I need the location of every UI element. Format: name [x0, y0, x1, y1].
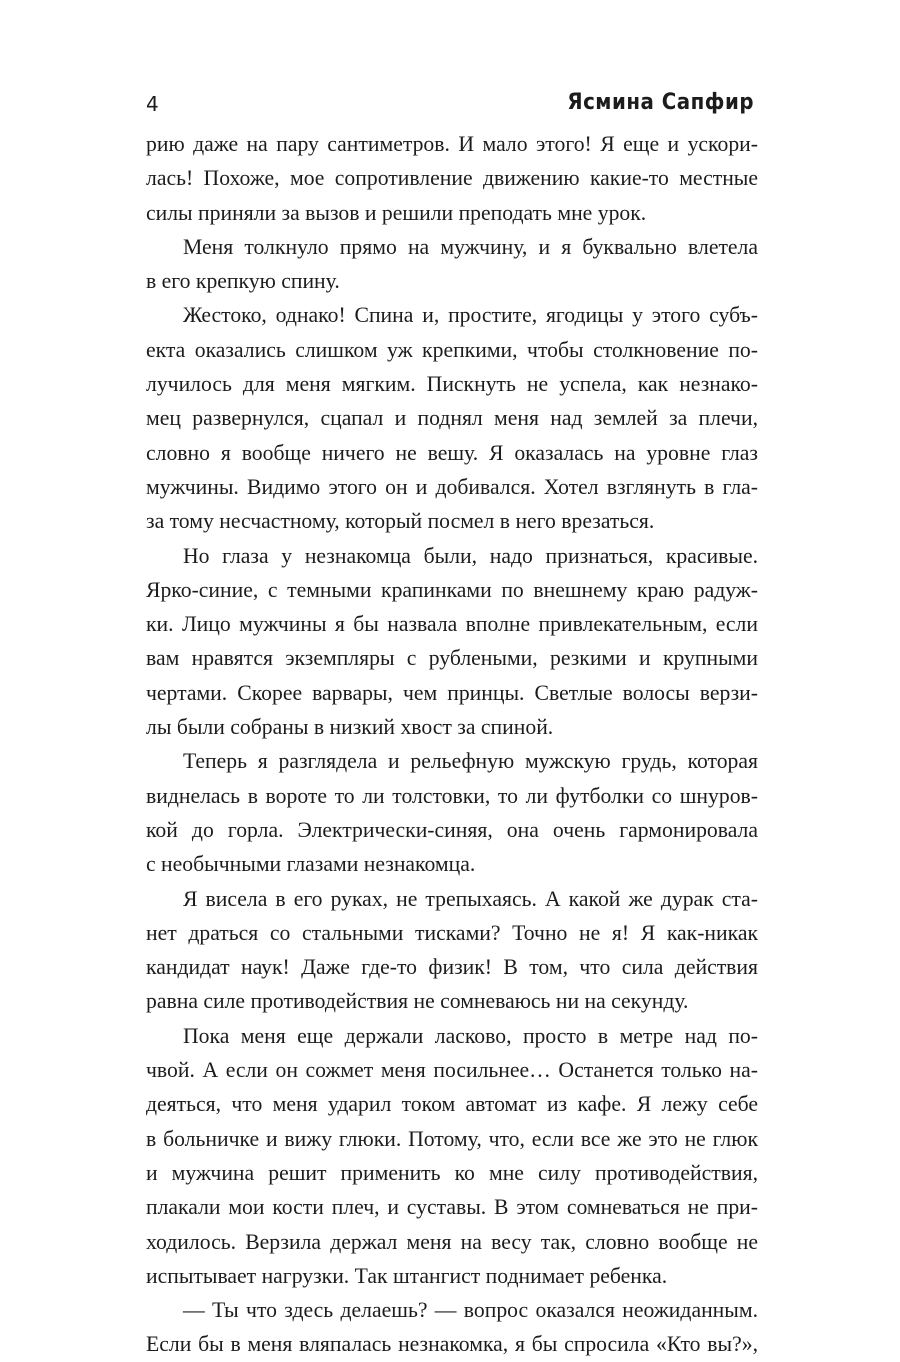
text-line: лась! Похоже, мое сопротивление движению какие-то местные: [146, 166, 758, 191]
text-line: деяться, что меня ударил током автомат из кафе. Я лежу себе: [146, 1092, 758, 1117]
text-line: кой до горла. Электрически-синяя, она очень гармонировала: [146, 817, 758, 842]
text-line: лы были собраны в низкий хвост за спиной.: [146, 715, 554, 740]
text-line: рию даже на пару сантиметров. И мало этого! Я еще и ускори-: [146, 132, 758, 156]
text-line: словно я вообще ничего не вешу. Я оказалась на уровне глаз: [146, 440, 758, 465]
page-number: 4: [146, 92, 159, 116]
text-line: равна силе противодействия не сомневаюсь ни на секунду.: [146, 989, 689, 1014]
text-line: плакали мои кости плеч, и суставы. В этом сомневаться не при-: [146, 1195, 758, 1220]
text-line: Если бы в меня вляпалась незнакомка, я бы спросила «Кто вы?»,: [146, 1332, 758, 1357]
text-line: вам нравятся экземпляры с рублеными, резкими и крупными: [146, 646, 758, 671]
text-line: и мужчина решит применить ко мне силу противодействия,: [146, 1160, 758, 1185]
text-line: мец развернулся, сцапал и поднял меня над землей за плечи,: [146, 406, 758, 431]
text-line: Жестоко, однако! Спина и, простите, ягодицы у этого субъ-: [183, 303, 758, 328]
book-author: Ясмина Сапфир: [567, 90, 754, 115]
text-line: нет драться со стальными тисками? Точно не я! Я как-никак: [146, 920, 758, 945]
text-line: ходилось. Верзила держал меня на весу так, словно вообще не: [146, 1229, 758, 1254]
text-line: силы приняли за вызов и решили преподать мне урок.: [146, 200, 647, 225]
body-text: [146, 127, 758, 1362]
text-line: ки. Лицо мужчины я бы назвала вполне привлекательным, если: [146, 612, 758, 637]
text-line: с необычными глазами незнакомца.: [146, 852, 476, 877]
text-line: чертами. Скорее варвары, чем принцы. Светлые волосы верзи-: [146, 680, 758, 705]
text-line: — Ты что здесь делаешь? — вопрос оказался неожиданным.: [183, 1298, 758, 1323]
text-line: Ярко-синие, с темными крапинками по внешнему краю радуж-: [146, 577, 758, 602]
text-line: лучилось для меня мягким. Пискнуть не успела, как незнако-: [146, 372, 758, 397]
running-head: [146, 84, 754, 114]
text-line: Теперь я разглядела и рельефную мужскую грудь, которая: [183, 749, 758, 774]
text-line: Пока меня еще держали ласково, просто в метре над по-: [183, 1023, 758, 1048]
text-line: Но глаза у незнакомца были, надо признаться, красивые.: [183, 543, 758, 568]
text-line: в его крепкую спину.: [146, 269, 340, 294]
text-line: екта оказались слишком уж крепкими, чтобы столкновение по-: [146, 337, 758, 362]
text-line: в больничке и вижу глюки. Потому, что, если все же это не глюк: [146, 1126, 758, 1151]
text-line: чвой. А если он сожмет меня посильнее… Останется только на-: [146, 1058, 758, 1083]
text-line: кандидат наук! Даже где-то физик! В том, что сила действия: [146, 955, 758, 980]
text-line: мужчины. Видимо этого он и добивался. Хотел взглянуть в гла-: [146, 474, 758, 499]
text-line: виднелась в вороте то ли толстовки, то ли футболки со шнуров-: [146, 783, 758, 808]
text-line: Я висела в его руках, не трепыхаясь. А какой же дурак ста-: [183, 886, 758, 911]
text-line: Меня толкнуло прямо на мужчину, и я буквально влетела: [183, 234, 758, 259]
text-line: за тому несчастному, который посмел в него врезаться.: [146, 509, 655, 534]
text-line: испытывает нагрузки. Так штангист поднимает ребенка.: [146, 1263, 668, 1288]
